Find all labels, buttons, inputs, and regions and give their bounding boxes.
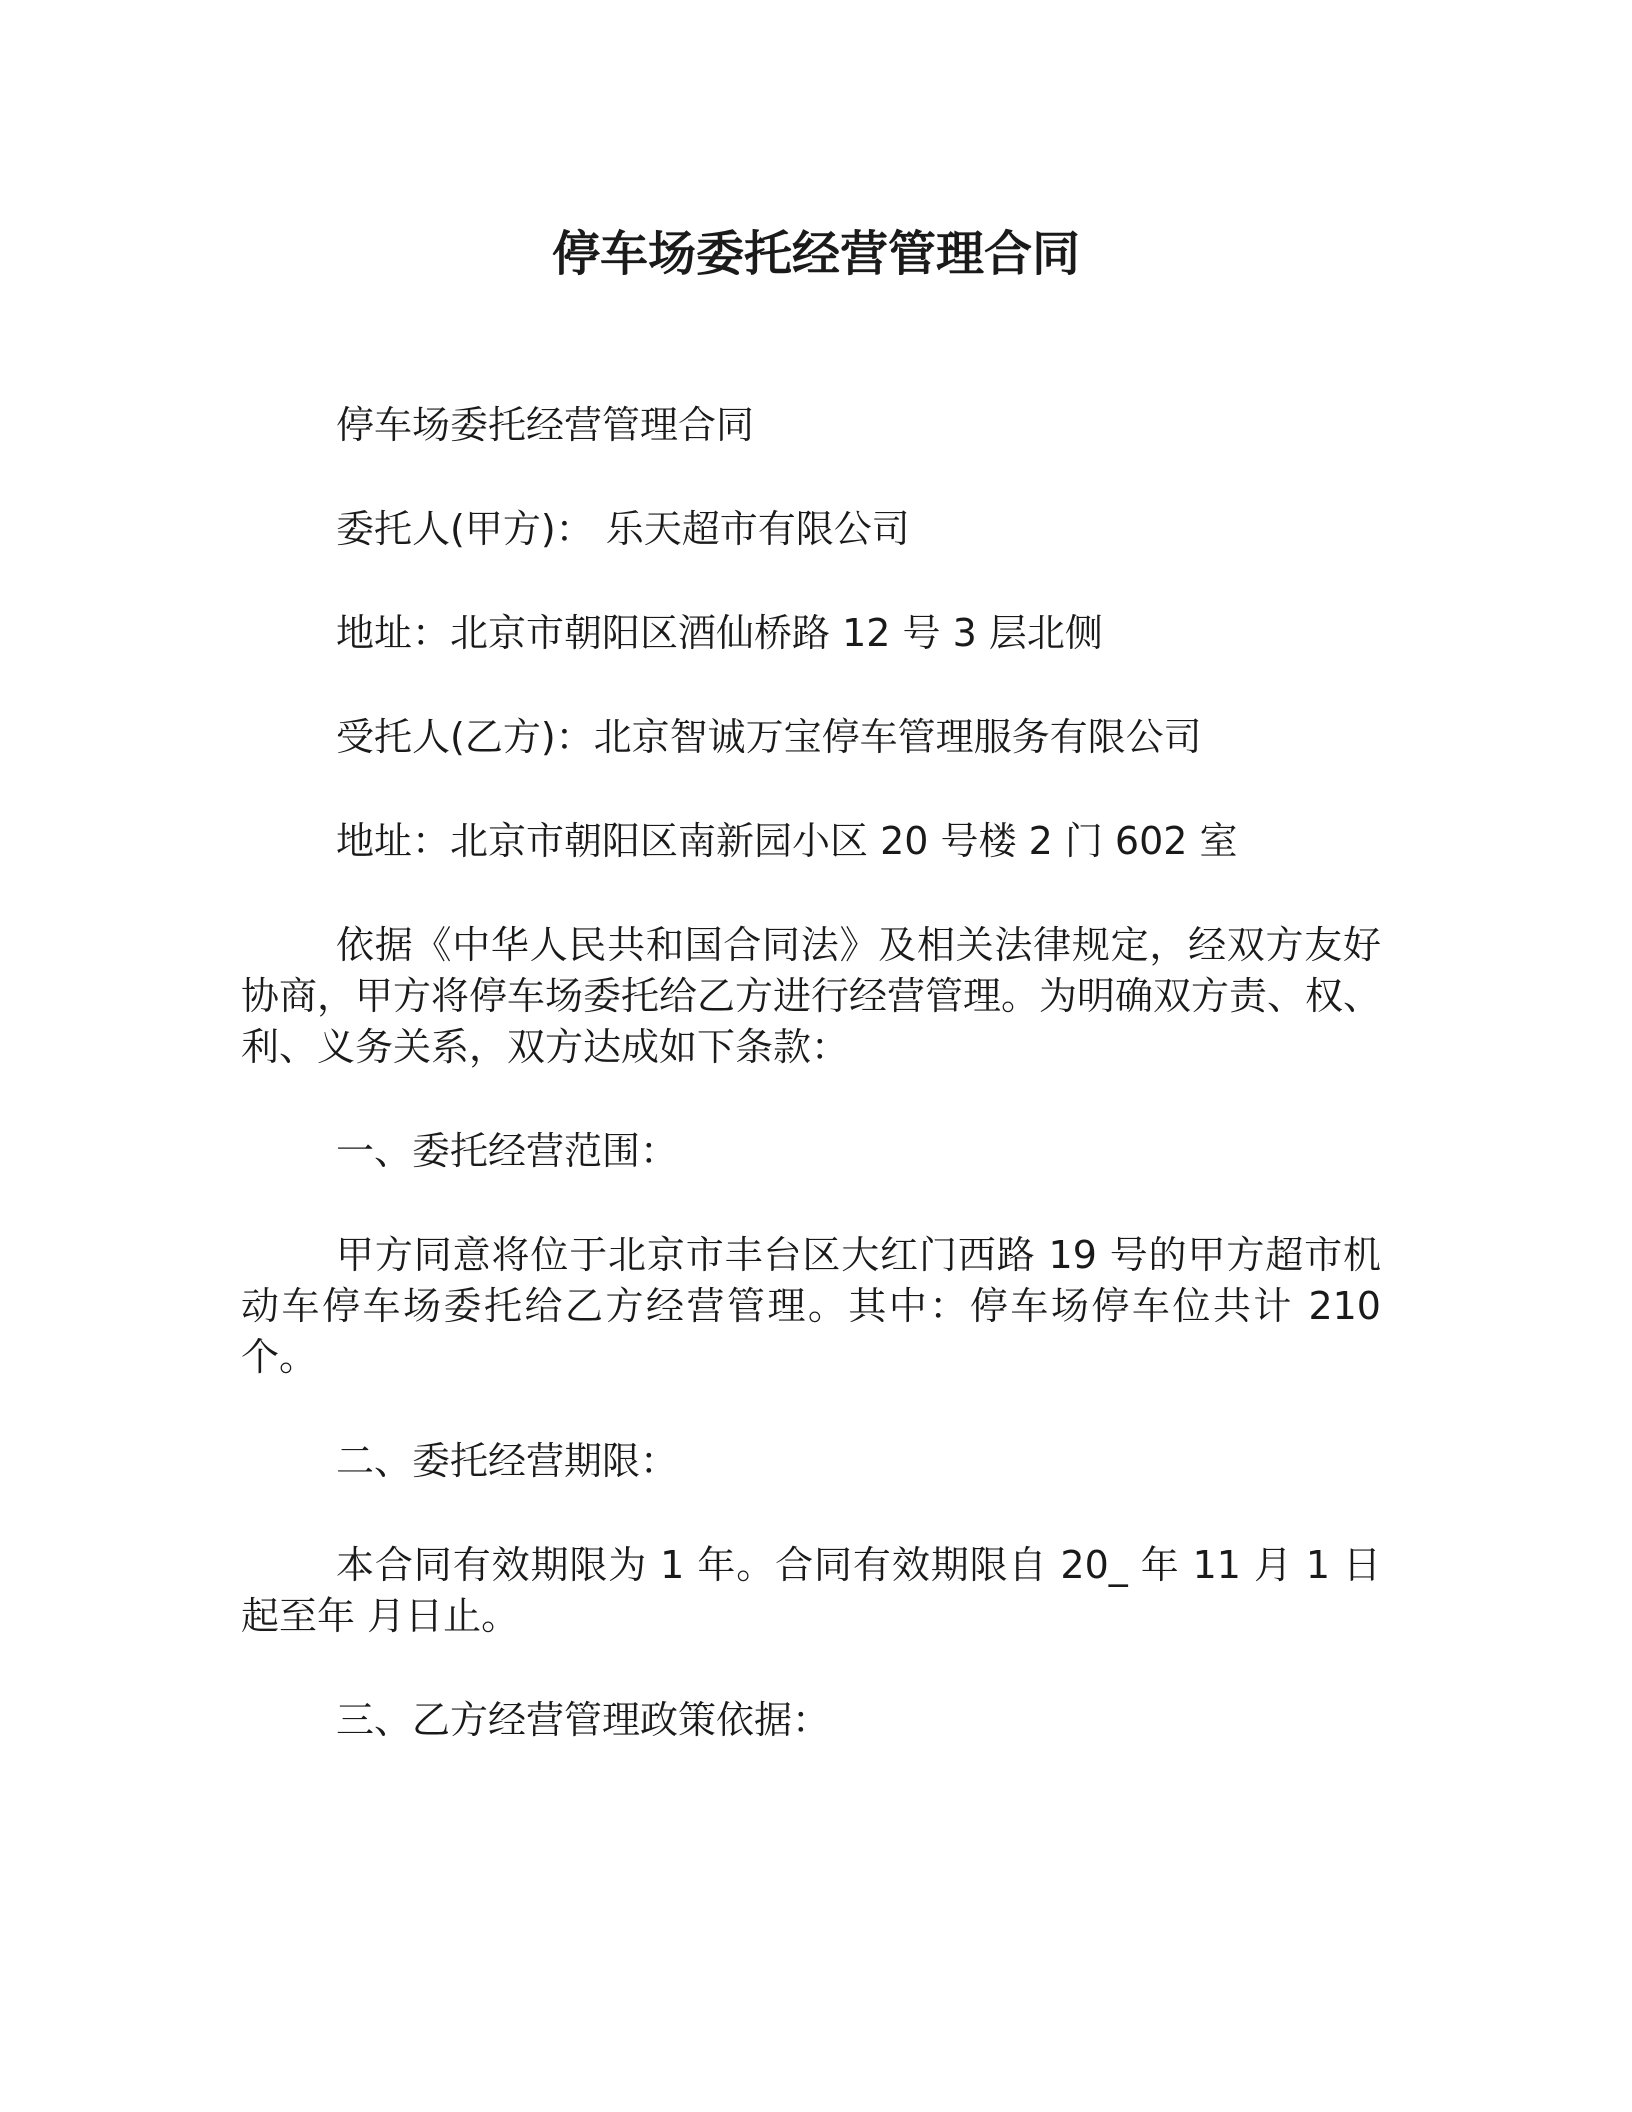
paragraph-term: 本合同有效期限为 1 年。合同有效期限自 20_ 年 11 月 1 日起至年 月日止。 bbox=[241, 1543, 1381, 1638]
paragraph-scope: 甲方同意将位于北京市丰台区大红门西路 19 号的甲方超市机动车停车场委托给乙方经营管理。其中：停车场停车位共计 210 个。 bbox=[241, 1233, 1381, 1379]
document-body bbox=[241, 400, 1381, 1746]
document-title: 停车场委托经营管理合同 bbox=[551, 226, 1080, 282]
paragraph-party-b: 受托人(乙方)：北京智诚万宝停车管理服务有限公司 bbox=[336, 715, 1202, 759]
section-heading-term: 二、委托经营期限： bbox=[336, 1439, 679, 1483]
paragraph-heading: 停车场委托经营管理合同 bbox=[336, 403, 755, 447]
paragraph-party-a: 委托人(甲方)： 乐天超市有限公司 bbox=[336, 507, 910, 551]
section-heading-policy: 三、乙方经营管理政策依据： bbox=[336, 1698, 831, 1742]
section-heading-scope: 一、委托经营范围： bbox=[336, 1129, 679, 1173]
paragraph-party-b-address: 地址：北京市朝阳区南新园小区 20 号楼 2 门 602 室 bbox=[336, 819, 1238, 863]
paragraph-party-a-address: 地址：北京市朝阳区酒仙桥路 12 号 3 层北侧 bbox=[336, 611, 1103, 655]
paragraph-preamble: 依据《中华人民共和国合同法》及相关法律规定，经双方友好协商，甲方将停车场委托给乙方进行经营管理。为明确双方责、权、利、义务关系，双方达成如下条款： bbox=[241, 923, 1382, 1069]
